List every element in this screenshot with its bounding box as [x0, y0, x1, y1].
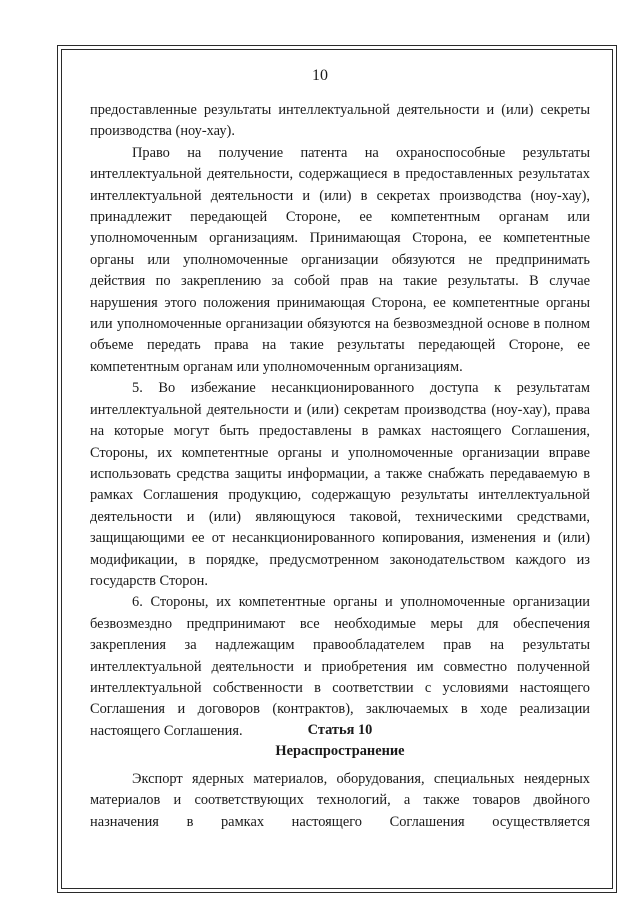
paragraph-export: Экспорт ядерных материалов, оборудования, специальных неядерных материалов и соответствующих технологий, а также товаров двойного назначения в рамках настоящего Соглашения осуществляется [90, 771, 590, 830]
page-number: 10 [312, 67, 328, 84]
paragraph-item-6: 6. Стороны, их компетентные органы и уполномоченные организации безвозмездно предпринимают все необходимые меры для обеспечения закрепления за надлежащим правообладателем прав на результаты интеллектуальной деятельности и приобретения им совместно полученной интеллектуальной собственности в соответствии с условиями настоящего Соглашения и договоров (контрактов), заключаемых в ходе реализации настоящего Соглашения. [90, 594, 590, 739]
paragraph-patent-rights: Право на получение патента на охраноспособные результаты интеллектуальной деятельности, содержащиеся в предоставленных результатах интеллектуальной деятельности и (или) в секретах производства (ноу-хау), принадлежит передающей Стороне, ее компетентным органам или уполномоченным организациям. Принимающая Сторона, ее компетентные органы или уполномоченные организации обязуются не предпринимать действия по закреплению за собой прав на такие результаты. В случае нарушения этого положения принимающая Сторона, ее компетентные органы или уполномоченные организации обязуются на безвозмездной основе в полном объеме передать права на такие результаты передающей Стороне, ее компетентным органам или уполномоченным организациям. [90, 144, 590, 375]
article-heading [90, 720, 590, 762]
document-body [90, 100, 590, 742]
article-number: Статья 10 [307, 722, 373, 738]
article-body [90, 769, 590, 833]
paragraph-continuation: предоставленные результаты интеллектуальной деятельности и (или) секреты производства (ноу-хау). [90, 102, 590, 140]
paragraph-item-5: 5. Во избежание несанкционированного доступа к результатам интеллектуальной деятельности и (или) секретам производства (ноу-хау), права на которые могут быть предоставлены в рамках настоящего Соглашения, Стороны, их компетентные органы и уполномоченные организации вправе использовать средства защиты информации, а также снабжать передаваемую в рамках Соглашения продукцию, содержащую результаты интеллектуальной деятельности и (или) являющуюся таковой, техническими средствами, защищающими ее от несанкционированного копирования, изменения и (или) модификации, в порядке, предусмотренном законодательством каждого из государств Сторон. [90, 380, 590, 589]
article-title: Нераспространение [275, 743, 405, 759]
